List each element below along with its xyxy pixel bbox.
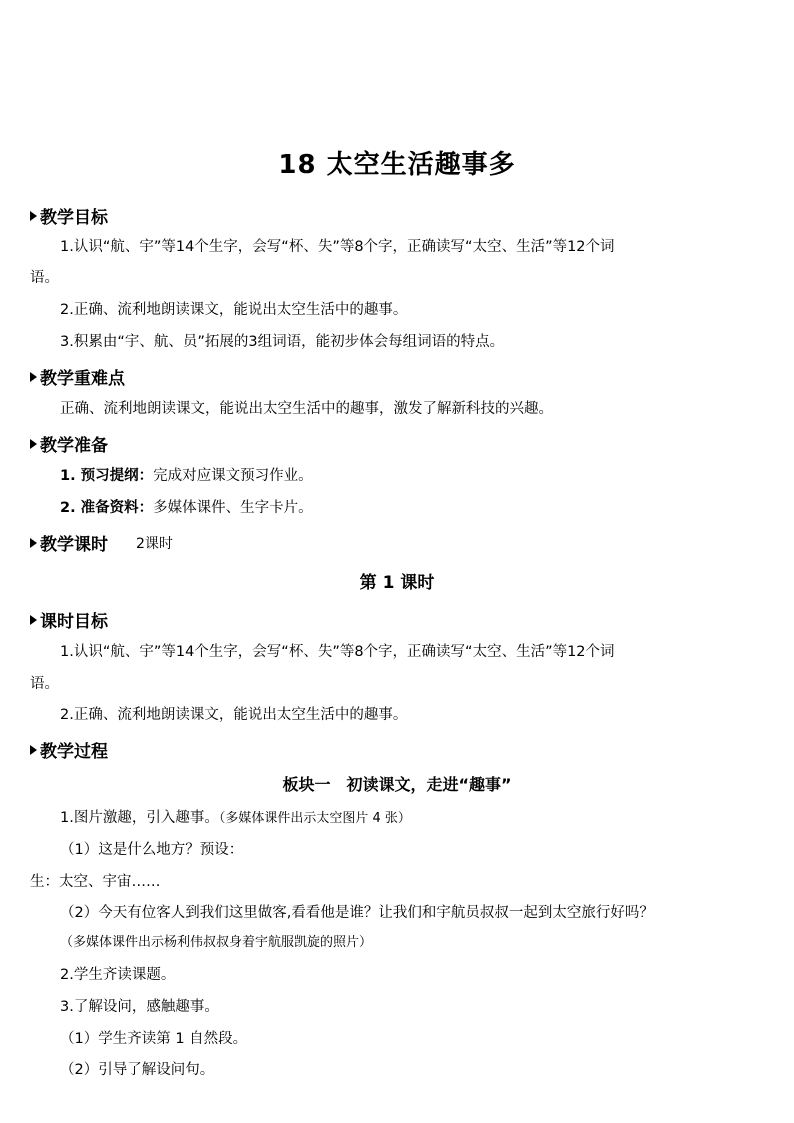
triangle-bullet-icon — [30, 439, 37, 449]
step-3: 3.了解设问，感触趣事。 — [60, 999, 219, 1015]
section-heading-key-points: 教学重难点 — [30, 364, 125, 389]
section-heading-hours: 教学课时 2课时 — [30, 530, 173, 555]
triangle-bullet-icon — [30, 211, 37, 221]
block-title: 板块一 初读课文，走进“趣事” — [282, 775, 512, 794]
goal-item-1-cont: 语。 — [30, 270, 59, 286]
triangle-bullet-icon — [30, 538, 37, 548]
preparation-item-2: 2. 准备资料：多媒体课件、生字卡片。 — [60, 500, 313, 516]
triangle-bullet-icon — [30, 615, 37, 625]
goal-item-2: 2.正确、流利地朗读课文，能说出太空生活中的趣事。 — [60, 302, 408, 318]
step-3-sub-1: （1）学生齐读第 1 自然段。 — [60, 1031, 248, 1047]
step-1-note-2: （多媒体课件出示杨利伟叔叔身着宇航服凯旋的照片） — [60, 935, 373, 950]
section-heading-goals: 教学目标 — [30, 203, 108, 228]
step-2: 2.学生齐读课题。 — [60, 967, 176, 983]
step-3-sub-2: （2）引导了解设问句。 — [60, 1062, 215, 1078]
step-1: 1.图片激趣，引入趣事。（多媒体课件出示太空图片 4 张） — [60, 810, 411, 826]
step-1-question-1: （1）这是什么地方？预设： — [60, 842, 244, 858]
triangle-bullet-icon — [30, 745, 37, 755]
goal-item-3: 3.积累由“宇、航、员”拓展的3组词语，能初步体会每组词语的特点。 — [60, 334, 505, 350]
goal-item-1: 1.认识“航、宇”等14个生字，会写“杯、失”等8个字，正确读写“太空、生活”等12个词 — [60, 239, 615, 255]
section-heading-process: 教学过程 — [30, 737, 108, 762]
preparation-item-1: 1. 预习提纲：完成对应课文预习作业。 — [60, 468, 313, 484]
step-1-question-2: （2）今天有位客人到我们这里做客,看看他是谁？让我们和宇航员叔叔一起到太空旅行好吗？ — [60, 905, 654, 921]
section-heading-preparation: 教学准备 — [30, 431, 108, 456]
lesson-title: 第 1 课时 — [359, 573, 435, 593]
lesson-goal-1-cont: 语。 — [30, 676, 59, 692]
step-1-note: （多媒体课件出示太空图片 4 张） — [218, 811, 411, 826]
key-points-text: 正确、流利地朗读课文，能说出太空生活中的趣事，激发了解新科技的兴趣。 — [60, 401, 553, 417]
section-heading-lesson-goals: 课时目标 — [30, 607, 108, 632]
lesson-goal-1: 1.认识“航、宇”等14个生字，会写“杯、失”等8个字，正确读写“太空、生活”等12个词 — [60, 644, 615, 660]
document-title: 18 太空生活趣事多 — [278, 150, 516, 180]
triangle-bullet-icon — [30, 372, 37, 382]
step-1-answer-1: 生：太空、宇宙…… — [30, 874, 161, 890]
lesson-goal-2: 2.正确、流利地朗读课文，能说出太空生活中的趣事。 — [60, 707, 408, 723]
hours-value: 2课时 — [136, 535, 173, 552]
